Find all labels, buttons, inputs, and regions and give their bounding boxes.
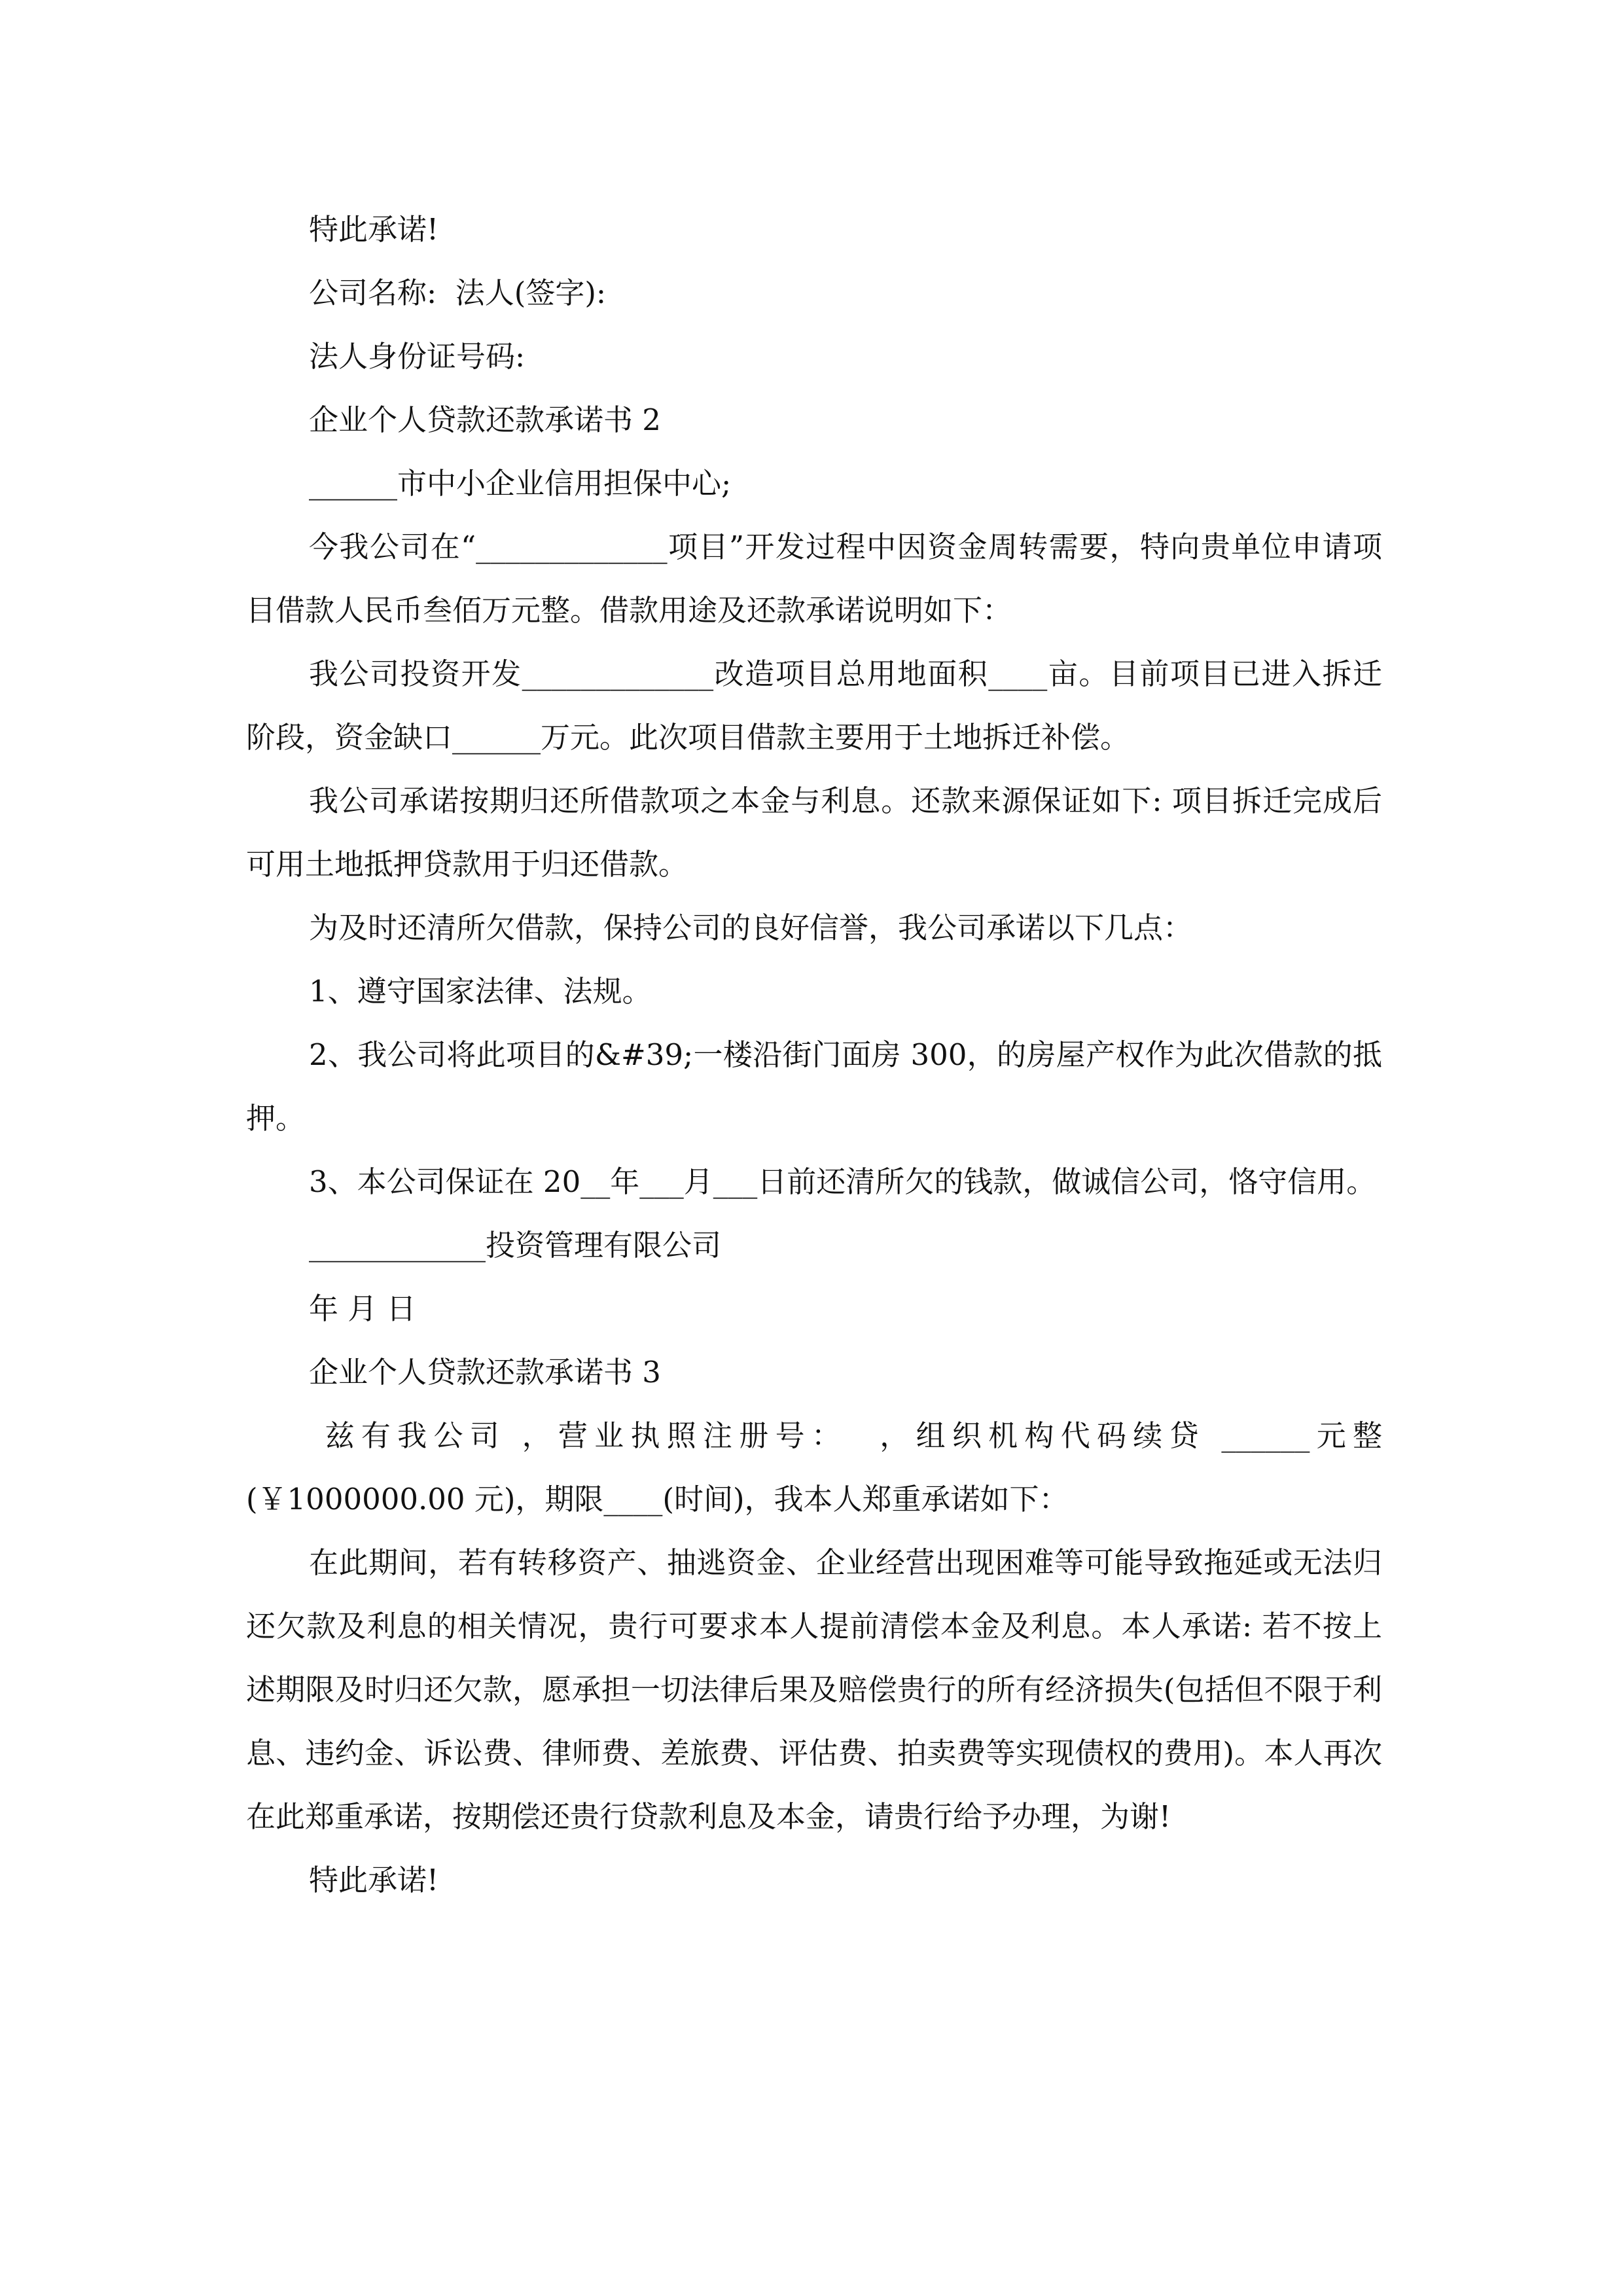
legal-id-number: 法人身份证号码:	[309, 339, 526, 374]
date-line: 年 月 日	[309, 1291, 416, 1326]
company-name-and-legal-signature: 公司名称: 法人(签字):	[309, 276, 607, 310]
closing-statement-2: 特此承诺!	[309, 1863, 439, 1897]
loan-details-paragraph: 兹有我公司 ，营业执照注册号： ，组织机构代码续贷 ______元整(￥1000000.00 元)，期限____(时间)，我本人郑重承诺如下：	[246, 1418, 1382, 1516]
commitment-item-2: 2、我公司将此项目的&#39;一楼沿街门面房 300，的房屋产权作为此次借款的抵押。	[246, 1037, 1382, 1136]
commitment-item-1: 1、遵守国家法律、法规。	[309, 974, 652, 1009]
document-body	[246, 198, 1382, 1912]
addressee-line: ______市中小企业信用担保中心;	[309, 466, 732, 501]
section-title-3: 企业个人贷款还款承诺书 3	[309, 1355, 661, 1390]
company-signature-line: ____________投资管理有限公司	[309, 1228, 722, 1263]
commitment-item-3: 3、本公司保证在 20__年___月___日前还清所欠的钱款，做诚信公司，恪守信用。	[309, 1164, 1376, 1199]
commitment-intro-paragraph: 为及时还清所欠借款，保持公司的良好信誉，我公司承诺以下几点：	[309, 910, 1193, 945]
repayment-source-paragraph: 我公司承诺按期归还所借款项之本金与利息。还款来源保证如下: 项目拆迁完成后可用土地抵押贷款用于归还借款。	[246, 783, 1382, 882]
loan-request-paragraph: 今我公司在“_____________项目”开发过程中因资金周转需要，特向贵单位申请项目借款人民币叁佰万元整。借款用途及还款承诺说明如下：	[246, 529, 1382, 628]
project-description-paragraph: 我公司投资开发_____________改造项目总用地面积____亩。目前项目已进入拆迁阶段，资金缺口______万元。此次项目借款主要用于土地拆迁补偿。	[246, 656, 1382, 755]
section-title-2: 企业个人贷款还款承诺书 2	[309, 403, 661, 437]
closing-statement: 特此承诺!	[309, 212, 439, 247]
obligation-paragraph: 在此期间，若有转移资产、抽逃资金、企业经营出现困难等可能导致拖延或无法归还欠款及利息的相关情况，贵行可要求本人提前清偿本金及利息。本人承诺: 若不按上述期限及时归还欠款，愿承担一切法律后果及赔偿贵行的所有经济损失(包括但不限于利息、违约金、诉讼费、律师费、差旅费、评估费、拍卖费等实现债权的费用)。本人再次在此郑重承诺，按期偿还贵行贷款利息及本金，请贵行给予办理，为谢!	[246, 1545, 1382, 1834]
